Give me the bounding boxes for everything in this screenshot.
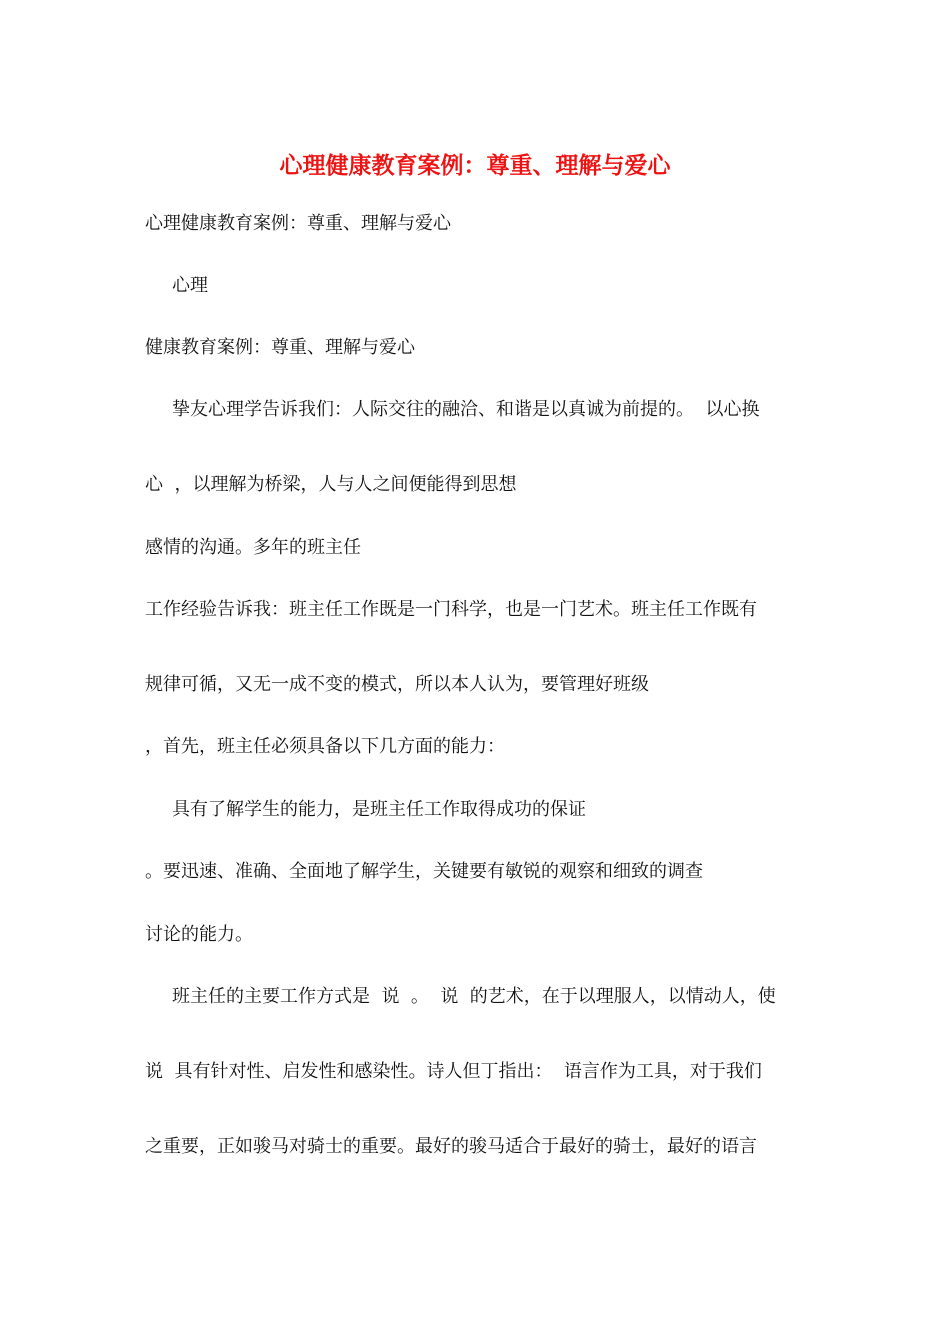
paragraph-line: 心理 [172,275,208,296]
paragraph-line: 感情的沟通。多年的班主任 [145,537,361,558]
paragraph-line: 班主任的主要工作方式是 说 。 说 的艺术，在于以理服人，以情动人，使 [172,986,776,1007]
paragraph-line: 具有了解学生的能力，是班主任工作取得成功的保证 [172,799,586,820]
paragraph-line: 挚友心理学告诉我们：人际交往的融洽、和谐是以真诚为前提的。 以心换 [172,399,760,420]
paragraph-line: 工作经验告诉我：班主任工作既是一门科学，也是一门艺术。班主任工作既有 [145,599,757,620]
paragraph-line: ，首先，班主任必须具备以下几方面的能力： [145,736,505,757]
paragraph-line: 健康教育案例：尊重、理解与爱心 [145,337,415,358]
paragraph-line: 。要迅速、准确、全面地了解学生，关键要有敏锐的观察和细致的调查 [145,861,703,882]
paragraph-line: 心理健康教育案例：尊重、理解与爱心 [145,213,451,234]
document-title: 心理健康教育案例：尊重、理解与爱心 [279,152,671,179]
paragraph-line: 说 具有针对性、启发性和感染性。诗人但丁指出： 语言作为工具，对于我们 [145,1061,762,1082]
paragraph-line: 之重要，正如骏马对骑士的重要。最好的骏马适合于最好的骑士，最好的语言 [145,1136,757,1157]
paragraph-line: 规律可循，又无一成不变的模式，所以本人认为，要管理好班级 [145,674,649,695]
paragraph-line: 心 ，以理解为桥梁，人与人之间便能得到思想 [145,474,517,495]
paragraph-line: 讨论的能力。 [145,924,253,945]
